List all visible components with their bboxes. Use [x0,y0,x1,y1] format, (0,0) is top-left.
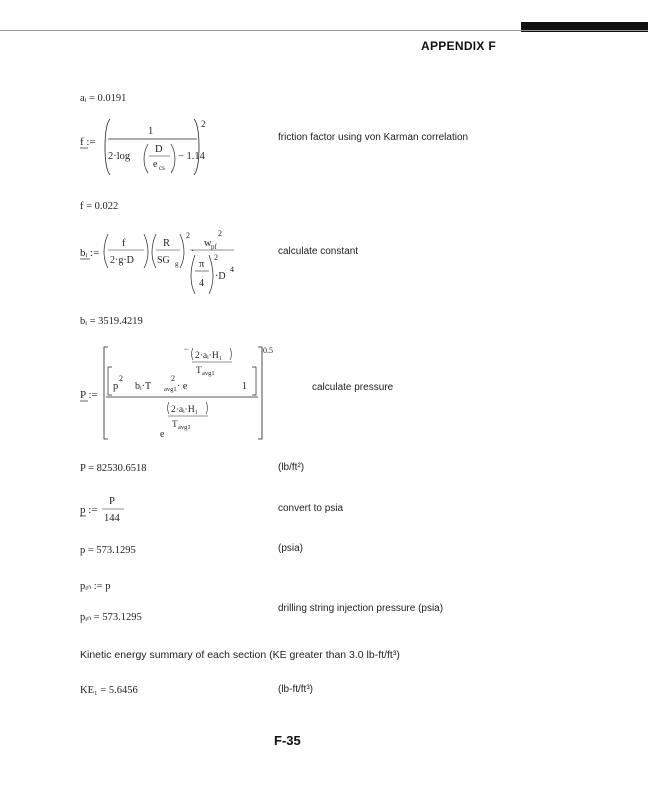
formula-P-exp-numerator: 2·aᵢ·H₁ [195,351,223,361]
formula-b-w: w [204,238,212,249]
formula-P-den-T: T [172,419,178,429]
formula-b-pi: π [199,259,205,270]
formula-f-lhs: f := [80,136,96,148]
ke-result: KE₁ = 5.6456 [80,685,138,696]
constant-formula [72,226,252,298]
formula-f-exponent: 2 [201,119,206,129]
formula-f-e-sub: cs [159,164,165,172]
p-result: p = 573.1295 [80,545,136,556]
formula-p-lhs: p := [80,504,98,516]
formula-f-numerator: 1 [148,126,154,137]
formula-b-dot: · [191,246,195,257]
note-ke-units: (lb-ft/ft³) [278,684,313,695]
ai-result: aᵢ = 0.0191 [80,93,127,104]
formula-P-p-exp: 2 [119,374,123,383]
formula-p-numerator: P [109,496,115,507]
formula-P-neg: − [184,344,190,354]
bi-result: bᵢ = 3519.4219 [80,316,143,327]
page-number: F-35 [274,733,301,748]
formula-b-SG-sub: g [175,260,179,268]
formula-b-D: ·D [215,271,226,282]
formula-f-e: e [153,159,158,170]
formula-P-den-T-sub: avg1 [178,424,191,431]
formula-b-square: 2 [186,231,190,240]
appendix-title: APPENDIX F [420,39,496,53]
formula-P-lhs: P := [80,389,98,401]
f-result: f = 0.022 [80,201,119,212]
formula-b-square-2: 2 [214,253,218,262]
formula-P-e: · e [177,381,188,392]
formula-P-outer-exp: 0.5 [263,346,273,355]
formula-b-lhs: bᵢ := [80,247,100,259]
formula-P-one: 1 [242,381,247,392]
formula-b-2gD: 2·g·D [110,255,134,266]
note-friction: friction factor using von Karman correlation [278,132,469,143]
formula-f-log: 2·log [108,151,131,162]
formula-P-b-exp: 2 [171,374,175,383]
note-drill-string: drilling string injection pressure (psia) [278,603,444,614]
note-pressure: calculate pressure [312,382,394,393]
note-constant: calculate constant [278,246,359,257]
formula-f-minus: − 1.14 [178,151,205,162]
ke-summary-heading: Kinetic energy summary of each section (KE greater than 3.0 lb-ft/ft³) [80,649,400,661]
formula-p-denominator: 144 [104,513,120,524]
note-P-units: (lb/ft²) [278,462,305,473]
P-result: P = 82530.6518 [80,463,147,474]
formula-b-SG: SG [157,255,170,266]
formula-P-b-sub: avg1 [164,386,177,393]
formula-b-D-exp: 4 [230,265,234,274]
psia-formula [72,492,142,526]
formula-b-w-sub: pf [211,243,217,251]
friction-factor-formula [72,115,212,179]
header-rule [0,30,648,31]
formula-P-exp-T: T [196,365,202,375]
formula-P-den-e: e [160,429,165,440]
formula-f-D: D [155,144,163,155]
formula-b-f: f [122,238,126,249]
formula-P-exp-T-sub: avg1 [202,370,215,377]
note-psia-units: (psia) [278,543,304,554]
formula-P-p: p [113,381,119,392]
pressure-formula [72,343,287,453]
formula-b-w-exp: 2 [218,229,222,238]
pin-result: pᵢₙ = 573.1295 [80,612,142,623]
formula-b-four: 4 [199,278,204,289]
formula-P-b: bᵢ·T [135,381,152,392]
note-psia-convert: convert to psia [278,503,344,514]
pin-assignment: pᵢₙ := p [80,581,111,592]
formula-P-den-numerator: 2·aᵢ·H₁ [171,405,199,415]
formula-b-R: R [163,238,171,249]
